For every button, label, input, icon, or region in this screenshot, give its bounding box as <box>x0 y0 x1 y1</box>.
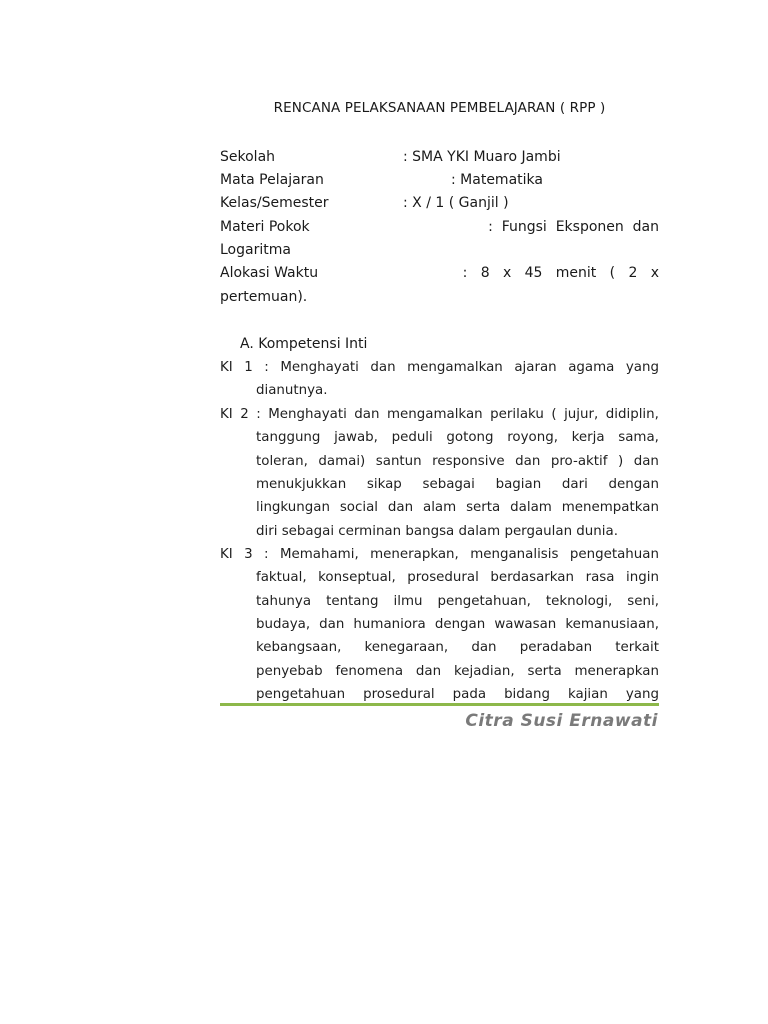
identity-topic-row <box>220 216 659 239</box>
identity-label: Kelas/Semester <box>220 195 329 211</box>
ki3-line: pengetahuan prosedural pada bidang kajian yang <box>256 686 659 702</box>
identity-label: Alokasi Waktu <box>220 265 319 281</box>
ki3-line: kebangsaan, kenegaraan, dan peradaban terkait <box>256 640 659 656</box>
ki3-line: budaya, dan humaniora dengan wawasan kemanusiaan, <box>256 616 659 632</box>
ki2-line: menukjukkan sikap sebagai bagian dari dengan <box>256 476 659 492</box>
identity-time-row <box>220 262 659 285</box>
ki2-line: diri sebagai cerminan bangsa dalam pergaulan dunia. <box>256 523 618 539</box>
ki3-line: KI 3 : Memahami, menerapkan, menganalisis pengetahuan <box>220 547 659 562</box>
identity-value: : Matematika <box>451 172 543 188</box>
document-title: RENCANA PELAKSANAAN PEMBELAJARAN ( RPP ) <box>273 100 606 116</box>
identity-time-continuation: pertemuan). <box>220 289 308 305</box>
identity-topic-continuation: Logaritma <box>220 242 291 258</box>
ki2-line: tanggung jawab, peduli gotong royong, kerja sama, <box>256 430 659 446</box>
ki2-line: KI 2 : Menghayati dan mengamalkan perilaku ( jujur, didiplin, <box>220 407 659 422</box>
identity-class-row <box>220 192 659 215</box>
identity-label: Mata Pelajaran <box>220 172 324 188</box>
section-heading: A. Kompetensi Inti <box>240 336 368 352</box>
ki2-line: lingkungan social dan alam serta dalam menempatkan <box>256 500 659 516</box>
ki3-line: tahunya tentang ilmu pengetahuan, teknologi, seni, <box>256 593 659 609</box>
ki3-line: penyebab fenomena dan kejadian, serta menerapkan <box>256 663 659 679</box>
footer-divider <box>220 703 659 706</box>
identity-label: Sekolah <box>220 149 276 165</box>
identity-label: Materi Pokok <box>220 219 310 235</box>
ki1-line: KI 1 : Menghayati dan mengamalkan ajaran agama yang <box>220 360 659 375</box>
identity-value: : Fungsi Eksponen dan <box>488 219 659 235</box>
identity-value: : X / 1 ( Ganjil ) <box>403 195 509 211</box>
identity-school-row <box>220 146 659 169</box>
ki3-line: faktual, konseptual, prosedural berdasarkan rasa ingin <box>256 570 659 586</box>
footer-author: Citra Susi Ernawati <box>465 711 658 731</box>
identity-subject-row <box>220 169 659 192</box>
ki1-line: dianutnya. <box>256 383 328 399</box>
identity-value: : SMA YKI Muaro Jambi <box>403 149 561 165</box>
ki2-line: toleran, damai) santun responsive dan pro-aktif ) dan <box>256 453 659 469</box>
identity-value: : 8 x 45 menit ( 2 x <box>462 265 659 281</box>
